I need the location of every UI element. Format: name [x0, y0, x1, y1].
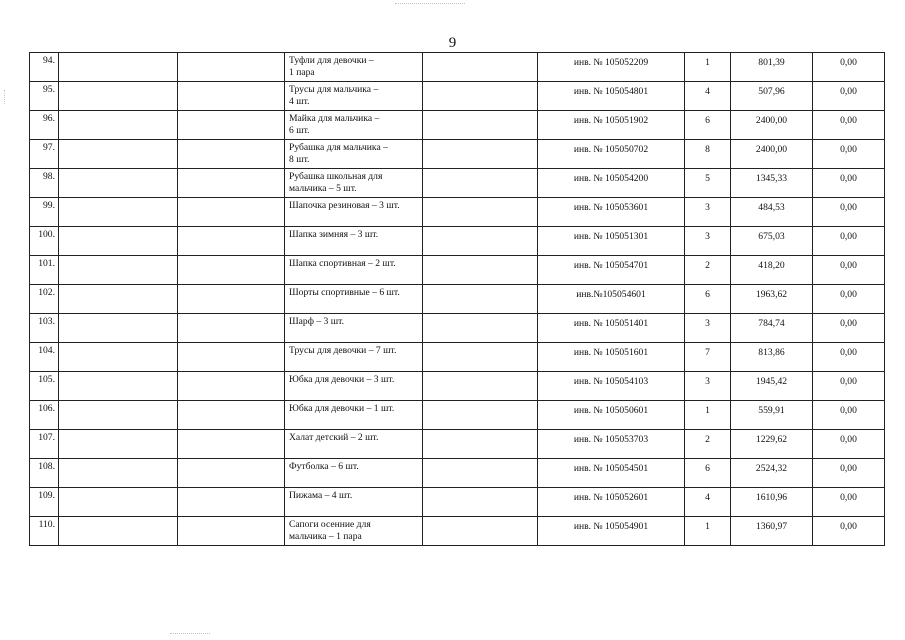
empty-cell [423, 459, 538, 488]
quantity-cell: 4 [685, 82, 731, 111]
item-name-cell [285, 82, 423, 111]
empty-cell [178, 140, 285, 169]
empty-cell [59, 517, 178, 546]
item-name-cell [285, 430, 423, 459]
empty-cell [423, 82, 538, 111]
price-cell: 1360,97 [731, 517, 813, 546]
price-cell: 801,39 [731, 53, 813, 82]
item-name-line: Шорты спортивные – 6 шт. [289, 287, 400, 298]
price-cell: 507,96 [731, 82, 813, 111]
row-number-cell: 98. [30, 169, 59, 198]
price-cell: 1345,33 [731, 169, 813, 198]
quantity-cell: 6 [685, 111, 731, 140]
empty-cell [423, 198, 538, 227]
residual-value-cell: 0,00 [813, 285, 885, 314]
empty-cell [59, 459, 178, 488]
residual-value-cell: 0,00 [813, 488, 885, 517]
empty-cell [423, 53, 538, 82]
empty-cell [423, 169, 538, 198]
residual-value-cell: 0,00 [813, 256, 885, 285]
scan-artifact-bottom [170, 633, 210, 638]
item-name-line: 6 шт. [289, 125, 310, 136]
quantity-cell: 2 [685, 430, 731, 459]
item-name-line: Рубашка школьная для [289, 171, 383, 182]
price-cell: 2524,32 [731, 459, 813, 488]
item-name-line: Сапоги осенние для [289, 519, 371, 530]
item-name-line: Рубашка для мальчика – [289, 142, 388, 153]
inventory-number-cell: инв. № 105052601 [538, 488, 685, 517]
item-name-line: мальчика – 1 пара [289, 531, 362, 542]
row-number-cell: 103. [30, 314, 59, 343]
quantity-cell: 2 [685, 256, 731, 285]
item-name-line: Трусы для девочки – 7 шт. [289, 345, 397, 356]
quantity-cell: 3 [685, 372, 731, 401]
row-number-cell: 104. [30, 343, 59, 372]
table-row [30, 430, 885, 459]
empty-cell [178, 227, 285, 256]
price-cell: 675,03 [731, 227, 813, 256]
row-number-cell: 96. [30, 111, 59, 140]
empty-cell [178, 111, 285, 140]
empty-cell [178, 430, 285, 459]
empty-cell [423, 256, 538, 285]
residual-value-cell: 0,00 [813, 372, 885, 401]
table-row [30, 401, 885, 430]
row-number-cell: 100. [30, 227, 59, 256]
inventory-number-cell: инв. № 105054200 [538, 169, 685, 198]
table-row [30, 227, 885, 256]
quantity-cell: 4 [685, 488, 731, 517]
residual-value-cell: 0,00 [813, 517, 885, 546]
item-name-line: Туфли для девочки – [289, 55, 374, 66]
inventory-number-cell: инв. № 105053601 [538, 198, 685, 227]
row-number-cell: 94. [30, 53, 59, 82]
residual-value-cell: 0,00 [813, 343, 885, 372]
table-row [30, 314, 885, 343]
item-name-cell [285, 285, 423, 314]
row-number-cell: 99. [30, 198, 59, 227]
empty-cell [423, 488, 538, 517]
item-name-line: Шапка зимняя – 3 шт. [289, 229, 379, 240]
quantity-cell: 1 [685, 401, 731, 430]
empty-cell [423, 285, 538, 314]
inventory-number-cell: инв.№105054601 [538, 285, 685, 314]
residual-value-cell: 0,00 [813, 140, 885, 169]
item-name-cell [285, 256, 423, 285]
residual-value-cell: 0,00 [813, 401, 885, 430]
empty-cell [178, 372, 285, 401]
empty-cell [59, 256, 178, 285]
row-number-cell: 105. [30, 372, 59, 401]
item-name-line: Халат детский – 2 шт. [289, 432, 379, 443]
empty-cell [423, 343, 538, 372]
quantity-cell: 7 [685, 343, 731, 372]
table-row [30, 343, 885, 372]
empty-cell [178, 53, 285, 82]
empty-cell [178, 459, 285, 488]
inventory-number-cell: инв. № 105051902 [538, 111, 685, 140]
inventory-number-cell: инв. № 105054801 [538, 82, 685, 111]
item-name-cell [285, 314, 423, 343]
table-body [30, 53, 885, 546]
empty-cell [59, 198, 178, 227]
item-name-line: 4 шт. [289, 96, 310, 107]
inventory-number-cell: инв. № 105053703 [538, 430, 685, 459]
inventory-number-cell: инв. № 105054103 [538, 372, 685, 401]
item-name-line: Пижама – 4 шт. [289, 490, 353, 501]
item-name-line: Майка для мальчика – [289, 113, 380, 124]
table-row [30, 285, 885, 314]
scan-artifact-left [4, 90, 7, 104]
residual-value-cell: 0,00 [813, 53, 885, 82]
table-row [30, 82, 885, 111]
inventory-number-cell: инв. № 105051401 [538, 314, 685, 343]
inventory-number-cell: инв. № 105050702 [538, 140, 685, 169]
inventory-number-cell: инв. № 105051301 [538, 227, 685, 256]
item-name-line: Шарф – 3 шт. [289, 316, 344, 327]
table-row [30, 372, 885, 401]
item-name-cell [285, 459, 423, 488]
item-name-cell [285, 169, 423, 198]
residual-value-cell: 0,00 [813, 430, 885, 459]
table-row [30, 517, 885, 546]
price-cell: 2400,00 [731, 111, 813, 140]
item-name-line: Шапочка резиновая – 3 шт. [289, 200, 400, 211]
empty-cell [423, 314, 538, 343]
inventory-number-cell: инв. № 105051601 [538, 343, 685, 372]
row-number-cell: 106. [30, 401, 59, 430]
empty-cell [423, 372, 538, 401]
empty-cell [178, 82, 285, 111]
row-number-cell: 109. [30, 488, 59, 517]
residual-value-cell: 0,00 [813, 82, 885, 111]
empty-cell [423, 140, 538, 169]
row-number-cell: 102. [30, 285, 59, 314]
empty-cell [59, 111, 178, 140]
residual-value-cell: 0,00 [813, 314, 885, 343]
table-row [30, 53, 885, 82]
item-name-line: Юбка для девочки – 3 шт. [289, 374, 395, 385]
item-name-line: Трусы для мальчика – [289, 84, 379, 95]
residual-value-cell: 0,00 [813, 459, 885, 488]
quantity-cell: 6 [685, 459, 731, 488]
empty-cell [178, 401, 285, 430]
quantity-cell: 3 [685, 198, 731, 227]
row-number-cell: 97. [30, 140, 59, 169]
empty-cell [59, 314, 178, 343]
inventory-number-cell: инв. № 105054501 [538, 459, 685, 488]
empty-cell [178, 314, 285, 343]
item-name-cell [285, 198, 423, 227]
quantity-cell: 3 [685, 314, 731, 343]
price-cell: 484,53 [731, 198, 813, 227]
empty-cell [178, 198, 285, 227]
empty-cell [423, 111, 538, 140]
empty-cell [59, 227, 178, 256]
item-name-line: Шапка спортивная – 2 шт. [289, 258, 396, 269]
empty-cell [178, 169, 285, 198]
inventory-number-cell: инв. № 105050601 [538, 401, 685, 430]
price-cell: 2400,00 [731, 140, 813, 169]
item-name-line: Юбка для девочки – 1 шт. [289, 403, 395, 414]
item-name-line: 8 шт. [289, 154, 310, 165]
empty-cell [59, 488, 178, 517]
empty-cell [423, 517, 538, 546]
row-number-cell: 108. [30, 459, 59, 488]
quantity-cell: 5 [685, 169, 731, 198]
table-row [30, 488, 885, 517]
empty-cell [59, 401, 178, 430]
inventory-table [29, 52, 885, 546]
table-row [30, 256, 885, 285]
price-cell: 1945,42 [731, 372, 813, 401]
empty-cell [423, 227, 538, 256]
price-cell: 1229,62 [731, 430, 813, 459]
price-cell: 784,74 [731, 314, 813, 343]
scan-artifact-top [395, 0, 465, 4]
row-number-cell: 107. [30, 430, 59, 459]
price-cell: 418,20 [731, 256, 813, 285]
price-cell: 559,91 [731, 401, 813, 430]
empty-cell [59, 285, 178, 314]
empty-cell [59, 53, 178, 82]
table-row [30, 111, 885, 140]
item-name-cell [285, 53, 423, 82]
item-name-cell [285, 343, 423, 372]
empty-cell [59, 372, 178, 401]
empty-cell [423, 430, 538, 459]
row-number-cell: 95. [30, 82, 59, 111]
item-name-line: мальчика – 5 шт. [289, 183, 357, 194]
empty-cell [178, 517, 285, 546]
item-name-cell [285, 517, 423, 546]
empty-cell [423, 401, 538, 430]
item-name-cell [285, 111, 423, 140]
quantity-cell: 6 [685, 285, 731, 314]
price-cell: 813,86 [731, 343, 813, 372]
item-name-cell [285, 401, 423, 430]
price-cell: 1963,62 [731, 285, 813, 314]
inventory-number-cell: инв. № 105052209 [538, 53, 685, 82]
item-name-cell [285, 140, 423, 169]
residual-value-cell: 0,00 [813, 198, 885, 227]
table-row [30, 140, 885, 169]
quantity-cell: 8 [685, 140, 731, 169]
inventory-number-cell: инв. № 105054701 [538, 256, 685, 285]
quantity-cell: 1 [685, 517, 731, 546]
empty-cell [59, 140, 178, 169]
quantity-cell: 1 [685, 53, 731, 82]
table-row [30, 198, 885, 227]
item-name-line: Футболка – 6 шт. [289, 461, 359, 472]
inventory-number-cell: инв. № 105054901 [538, 517, 685, 546]
row-number-cell: 101. [30, 256, 59, 285]
residual-value-cell: 0,00 [813, 111, 885, 140]
empty-cell [59, 343, 178, 372]
price-cell: 1610,96 [731, 488, 813, 517]
residual-value-cell: 0,00 [813, 169, 885, 198]
empty-cell [59, 82, 178, 111]
empty-cell [59, 169, 178, 198]
empty-cell [178, 488, 285, 517]
table-row [30, 169, 885, 198]
residual-value-cell: 0,00 [813, 227, 885, 256]
empty-cell [59, 430, 178, 459]
empty-cell [178, 343, 285, 372]
empty-cell [178, 256, 285, 285]
quantity-cell: 3 [685, 227, 731, 256]
row-number-cell: 110. [30, 517, 59, 546]
page-number: 9 [448, 35, 457, 51]
item-name-cell [285, 372, 423, 401]
item-name-cell [285, 488, 423, 517]
item-name-cell [285, 227, 423, 256]
empty-cell [178, 285, 285, 314]
table-row [30, 459, 885, 488]
item-name-line: 1 пара [289, 67, 315, 78]
